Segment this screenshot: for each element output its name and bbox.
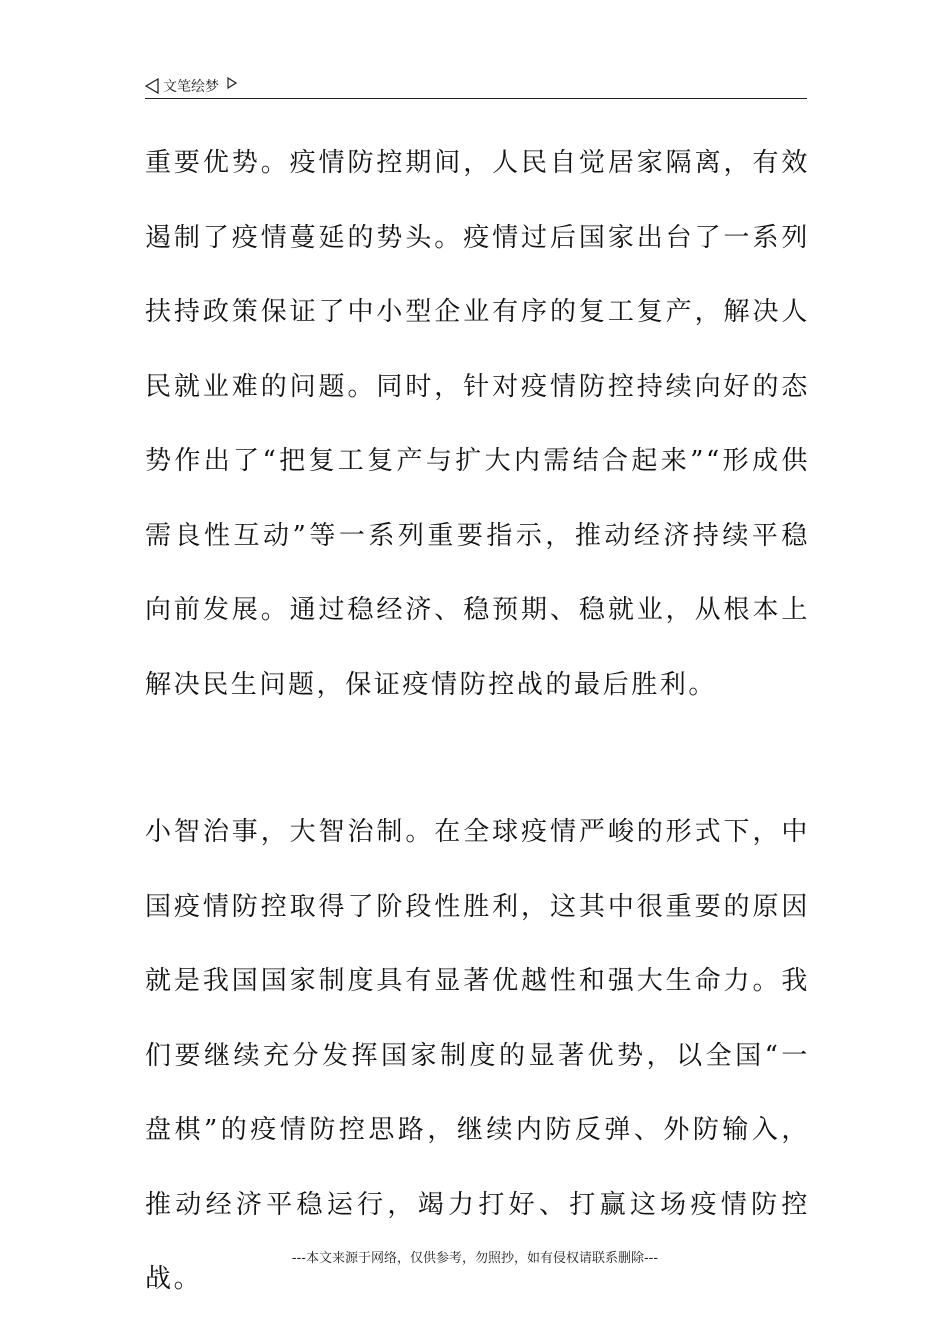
- footer-disclaimer: ---本文来源于网络，仅供参考，勿照抄，如有侵权请联系删除---: [291, 1251, 659, 1266]
- triangle-left-outline-icon: [145, 78, 159, 94]
- page-header: [145, 74, 807, 99]
- header-title: 文笔绘梦: [163, 79, 219, 95]
- paragraph: 小智治事，大智治制。在全球疫情严峻的形式下，中国疫情防控取得了阶段性胜利，这其中很重要的原因就是我国国家制度具有显著优越性和强大生命力。我们要继续充分发挥国家制度的显著优势，以全国“一盘棋”的疫情防控思路，继续内防反弹、外防输入，推动经济平稳运行，竭力打好、打赢这场疫情防控战。: [145, 817, 810, 1294]
- paragraph: 重要优势。疫情防控期间，人民自觉居家隔离，有效遏制了疫情蔓延的势头。疫情过后国家出台了一系列扶持政策保证了中小型企业有序的复工复产，解决人民就业难的问题。同时，针对疫情防控持续向好的态势作出了“把复工复产与扩大内需结合起来”“形成供需良性互动”等一系列重要指示，推动经济持续平稳向前发展。通过稳经济、稳预期、稳就业，从根本上解决民生问题，保证疫情防控战的最后胜利。: [145, 148, 810, 700]
- document-body: [145, 126, 810, 1317]
- triangle-right-outline-icon: [227, 77, 237, 89]
